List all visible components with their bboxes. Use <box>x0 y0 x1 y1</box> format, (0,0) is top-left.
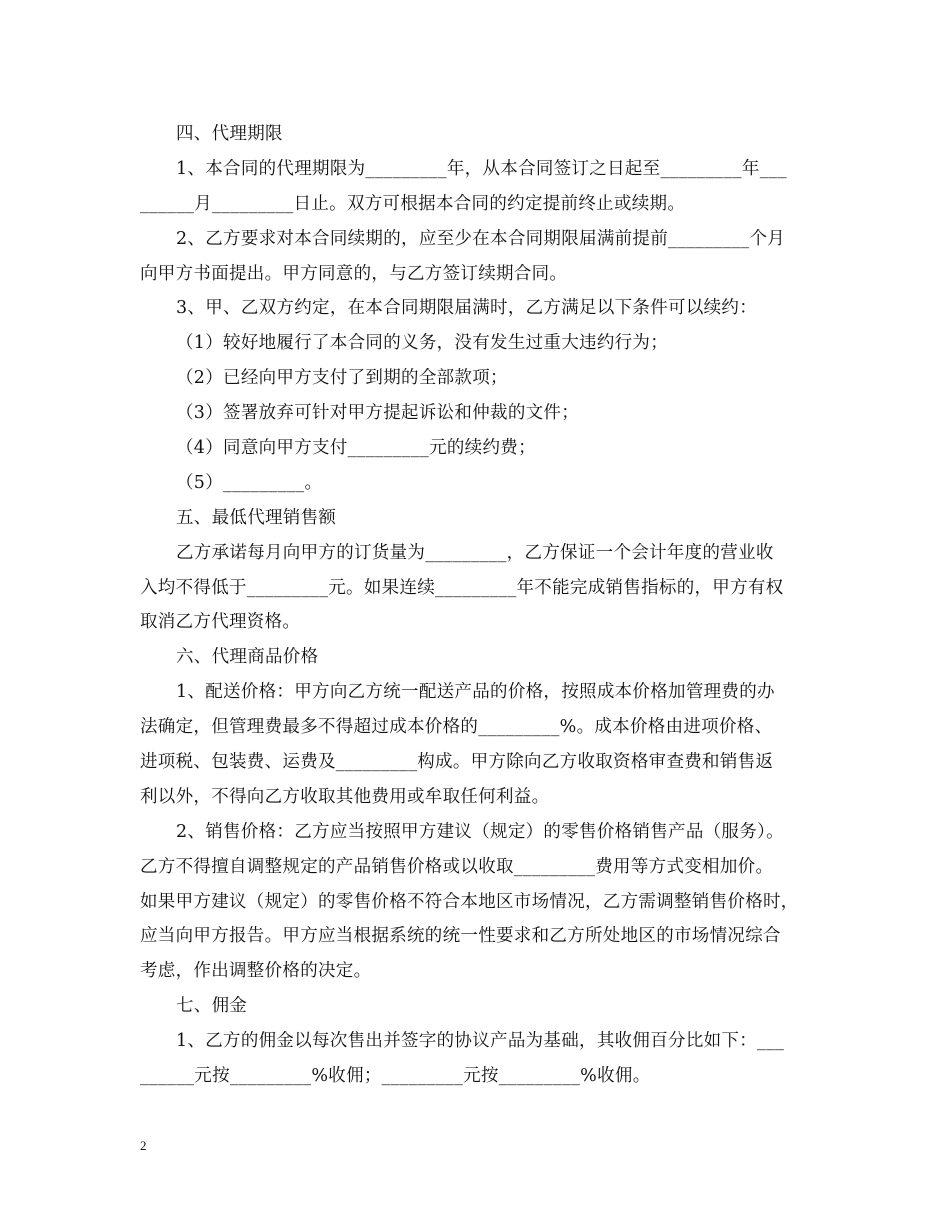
text-line: 乙方不得擅自调整规定的产品销售价格或以收取_________费用等方式变相加价。 <box>140 856 774 877</box>
text-line: ______元按_________%收佣；_________元按_________%收佣。 <box>140 1066 651 1087</box>
text-line: 考虑，作出调整价格的决定。 <box>140 961 372 982</box>
text-line: 进项税、包装费、运费及_________构成。甲方除向乙方收取资格审查费和销售返 <box>140 752 774 773</box>
text-line: （3）签署放弃可针对甲方提起诉讼和仲裁的文件； <box>176 403 580 424</box>
text-line: （1）较好地履行了本合同的义务，没有发生过重大违约行为； <box>176 333 669 354</box>
document-body <box>140 117 812 1094</box>
text-line: 应当向甲方报告。甲方应当根据系统的统一性要求和乙方所处地区的市场情况综合 <box>140 926 781 947</box>
text-line: 3、甲、乙双方约定，在本合同期限届满时，乙方满足以下条件可以续约： <box>176 298 758 319</box>
page-number: 2 <box>140 1138 147 1153</box>
text-line: 入均不得低于_________元。如果连续_________年不能完成销售指标的，甲方有权 <box>140 577 784 598</box>
text-line: ______月_________日止。双方可根据本合同的约定提前终止或续期。 <box>140 193 686 214</box>
text-line: 2、销售价格：乙方应当按照甲方建议（规定）的零售价格销售产品（服务）。 <box>176 821 784 842</box>
text-line: （5）_________。 <box>176 472 323 493</box>
text-line: 法确定，但管理费最多不得超过成本价格的_________%。成本价格由进项价格、 <box>140 717 773 738</box>
text-line: 取消乙方代理资格。 <box>140 612 301 633</box>
text-line: 七、佣金 <box>176 996 248 1017</box>
text-line: 1、乙方的佣金以每次售出并签字的协议产品为基础，其收佣百分比如下：___ <box>176 1031 785 1052</box>
text-line: （4）同意向甲方支付_________元的续约费； <box>176 438 536 459</box>
text-line: 六、代理商品价格 <box>176 647 319 668</box>
text-line: 五、最低代理销售额 <box>176 507 337 528</box>
text-line: 如果甲方建议（规定）的零售价格不符合本地区市场情况，乙方需调整销售价格时， <box>140 891 799 912</box>
text-line: 乙方承诺每月向甲方的订货量为_________，乙方保证一个会计年度的营业收 <box>176 542 774 563</box>
text-line: 向甲方书面提出。甲方同意的，与乙方签订续期合同。 <box>140 263 568 284</box>
text-line: 1、配送价格：甲方向乙方统一配送产品的价格，按照成本价格加管理费的办 <box>176 682 775 703</box>
text-line: （2）已经向甲方支付了到期的全部款项； <box>176 368 508 389</box>
text-line: 2、乙方要求对本合同续期的，应至少在本合同期限届满前提前_________个月 <box>176 228 786 249</box>
text-line: 1、本合同的代理期限为_________年，从本合同签订之日起至_________年___ <box>176 158 787 179</box>
text-line: 四、代理期限 <box>176 124 283 144</box>
text-line: 利以外，不得向乙方收取其他费用或牟取任何利益。 <box>140 786 550 807</box>
